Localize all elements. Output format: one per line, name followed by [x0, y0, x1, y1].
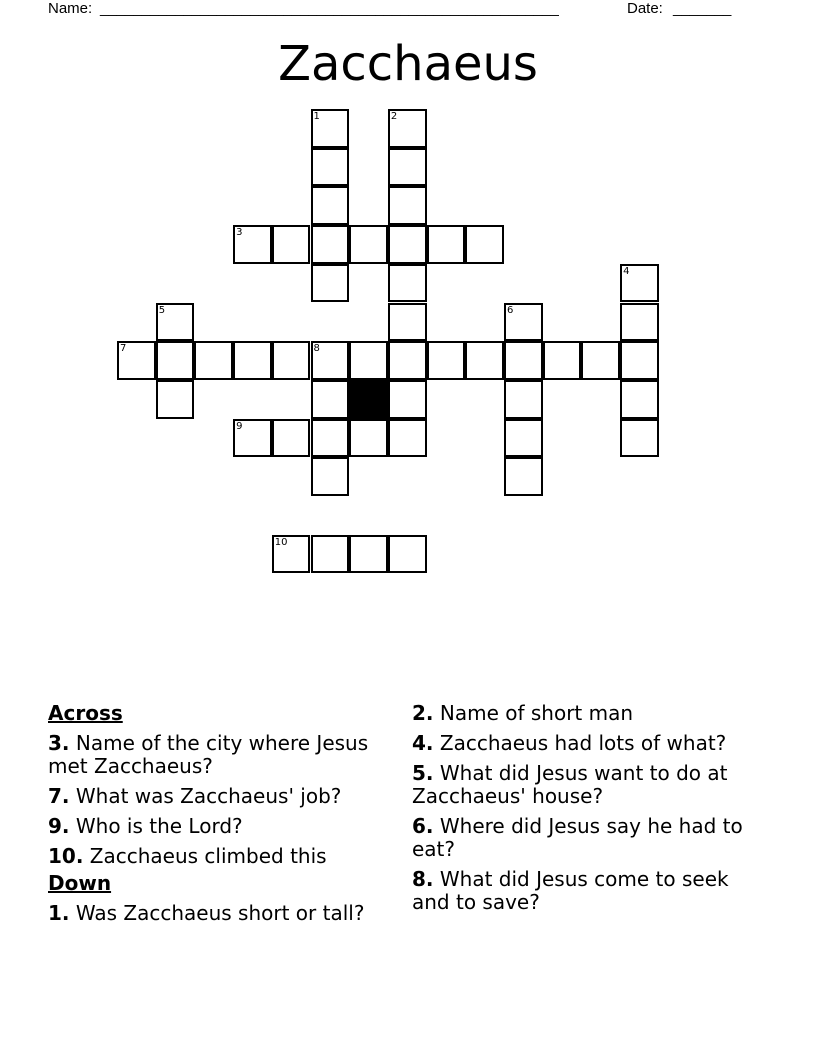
across-heading: Across	[48, 701, 123, 725]
grid-cell[interactable]	[388, 380, 427, 419]
grid-cell[interactable]	[581, 341, 620, 380]
grid-cell[interactable]	[194, 341, 233, 380]
grid-cell[interactable]	[620, 264, 659, 303]
cell-number: 3	[236, 227, 243, 239]
clue-text: What did Jesus want to do at Zacchaeus' house?	[412, 761, 728, 808]
clue-down-8	[412, 868, 752, 914]
cell-number: 6	[507, 304, 514, 316]
grid-cell[interactable]	[427, 225, 466, 264]
cell-number: 4	[623, 265, 630, 277]
clues-right-column	[412, 702, 752, 921]
grid-cell[interactable]	[272, 419, 311, 458]
grid-cell[interactable]	[156, 380, 195, 419]
grid-cell[interactable]	[156, 341, 195, 380]
clues-left-column	[48, 702, 378, 932]
grid-cell[interactable]	[311, 148, 350, 187]
grid-cell[interactable]	[388, 109, 427, 148]
cell-number: 8	[313, 343, 320, 355]
grid-cell[interactable]	[349, 225, 388, 264]
clue-number: 7.	[48, 784, 70, 808]
grid-cell[interactable]	[349, 535, 388, 574]
clue-number: 4.	[412, 731, 434, 755]
clue-text: What did Jesus come to seek and to save?	[412, 867, 729, 914]
grid-cell[interactable]	[349, 341, 388, 380]
clue-down-6	[412, 815, 752, 861]
clue-number: 1.	[48, 901, 70, 925]
grid-cell[interactable]	[272, 341, 311, 380]
clue-text: What was Zacchaeus' job?	[75, 784, 342, 808]
clue-text: Zacchaeus had lots of what?	[439, 731, 727, 755]
grid-cell[interactable]	[117, 341, 156, 380]
grid-cell[interactable]	[311, 264, 350, 303]
clue-number: 2.	[412, 701, 434, 725]
grid-cell[interactable]	[311, 109, 350, 148]
grid-cell[interactable]	[504, 303, 543, 342]
name-field-line[interactable]: _______________________________________________________	[100, 0, 559, 17]
grid-cell[interactable]	[349, 419, 388, 458]
clue-number: 3.	[48, 731, 70, 755]
clue-number: 5.	[412, 761, 434, 785]
cell-number: 5	[158, 304, 166, 316]
clue-text: Was Zacchaeus short or tall?	[75, 901, 365, 925]
grid-cell[interactable]	[272, 535, 311, 574]
grid-cell[interactable]	[620, 303, 659, 342]
grid-cell[interactable]	[233, 341, 272, 380]
clue-down-4	[412, 732, 752, 755]
grid-cell[interactable]	[620, 419, 659, 458]
grid-cell[interactable]	[427, 341, 466, 380]
grid-cell[interactable]	[504, 457, 543, 496]
grid-cell[interactable]	[504, 380, 543, 419]
clue-across-10	[48, 845, 378, 868]
clue-down-2	[412, 702, 752, 725]
clue-text: Name of short man	[439, 701, 634, 725]
clue-text: Who is the Lord?	[75, 814, 243, 838]
clue-number: 8.	[412, 867, 434, 891]
clue-across-7	[48, 785, 378, 808]
date-label: Date:	[627, 0, 663, 17]
date-field-line[interactable]: _______	[673, 0, 732, 17]
grid-cell[interactable]	[388, 148, 427, 187]
black-square	[349, 380, 388, 419]
clue-down-5	[412, 762, 752, 808]
name-label: Name:	[48, 0, 93, 17]
grid-cell[interactable]	[388, 186, 427, 225]
clue-across-9	[48, 815, 378, 838]
cell-number: 7	[120, 343, 127, 355]
grid-cell[interactable]	[388, 341, 427, 380]
grid-cell[interactable]	[543, 341, 582, 380]
grid-cell[interactable]	[388, 419, 427, 458]
grid-cell[interactable]	[388, 303, 427, 342]
cell-number: 10	[274, 536, 288, 548]
clue-down-1	[48, 902, 378, 925]
grid-cell[interactable]	[465, 341, 504, 380]
grid-cell[interactable]	[311, 225, 350, 264]
grid-cell[interactable]	[388, 225, 427, 264]
down-heading: Down	[48, 871, 112, 895]
grid-cell[interactable]	[311, 341, 350, 380]
clue-number: 6.	[412, 814, 434, 838]
grid-cell[interactable]	[620, 341, 659, 380]
grid-cell[interactable]	[388, 535, 427, 574]
grid-cell[interactable]	[504, 341, 543, 380]
grid-cell[interactable]	[311, 457, 350, 496]
clue-text: Where did Jesus say he had to eat?	[412, 814, 743, 861]
clue-number: 10.	[48, 844, 84, 868]
grid-cell[interactable]	[504, 419, 543, 458]
clue-across-3	[48, 732, 378, 778]
puzzle-title: Zacchaeus	[278, 36, 538, 92]
grid-cell[interactable]	[311, 186, 350, 225]
grid-cell[interactable]	[233, 419, 272, 458]
cell-number: 2	[390, 111, 398, 122]
grid-cell[interactable]	[311, 419, 350, 458]
grid-cell[interactable]	[388, 264, 427, 303]
grid-cell[interactable]	[272, 225, 311, 264]
cell-number: 1	[313, 111, 320, 122]
grid-cell[interactable]	[465, 225, 504, 264]
grid-cell[interactable]	[311, 535, 350, 574]
clue-text: Name of the city where Jesus met Zacchaeus?	[48, 731, 369, 778]
grid-cell[interactable]	[233, 225, 272, 264]
grid-cell[interactable]	[156, 303, 195, 342]
clue-number: 9.	[48, 814, 70, 838]
clue-text: Zacchaeus climbed this	[89, 844, 327, 868]
cell-number: 9	[236, 420, 243, 432]
grid-cell[interactable]	[620, 380, 659, 419]
grid-cell[interactable]	[311, 380, 350, 419]
